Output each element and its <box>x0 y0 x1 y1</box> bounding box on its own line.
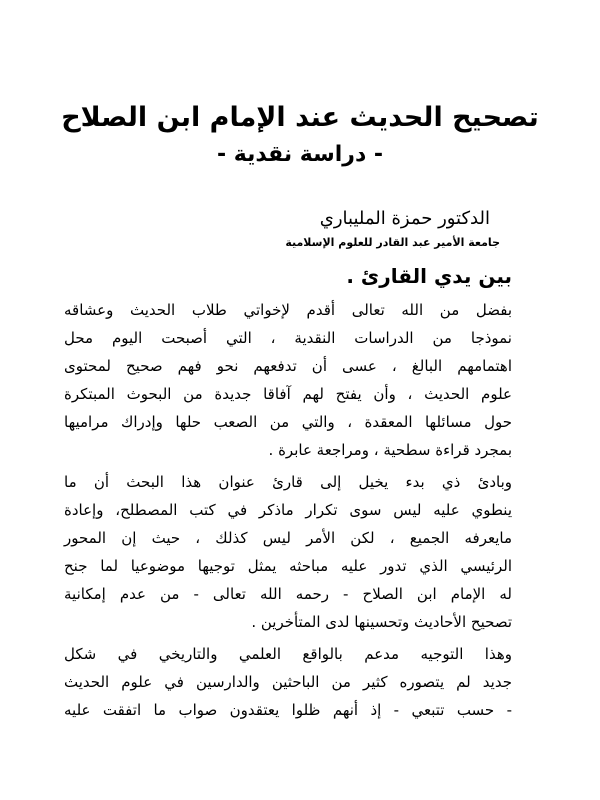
paragraph-line: مايعرفه الجميع ، لكن الأمر ليس كذلك ، حيث إن المحور <box>64 529 512 547</box>
paragraph-2 <box>64 468 512 636</box>
paragraph-3 <box>64 640 512 724</box>
paragraph-line: وهذا التوجيه مدعم بالواقع العلمي والتاريخي في شكل <box>64 645 512 663</box>
author-name: الدكتور حمزة المليباري <box>319 208 490 229</box>
document-title: تصحيح الحديث عند الإمام ابن الصلاح <box>61 102 539 133</box>
paragraph-line: بمجرد قراءة سطحية ، ومراجعة عابرة . <box>268 441 512 459</box>
paragraph-line: له الإمام ابن الصلاح - رحمه الله تعالى - من عدم إمكانية <box>64 585 512 603</box>
paragraph-line: اهتمامهم البالغ ، عسى أن تدفعهم نحو فهم صحيح لمحتوى <box>64 357 512 375</box>
section-heading: بين يدي القارئ . <box>346 264 512 288</box>
document-subtitle: - دراسة نقدية - <box>216 142 384 167</box>
paragraph-line: ينطوي عليه ليس سوى تكرار ماذكر في كتب المصطلح، وإعادة <box>64 501 512 519</box>
paragraph-line: - حسب تتبعي - إذ أنهم ظلوا يعتقدون صواب ما اتفقت عليه <box>64 701 512 719</box>
paragraph-line: جديد لم يتصوره كثير من الباحثين والدارسين في علوم الحديث <box>64 673 512 691</box>
paragraph-line: نموذجا من الدراسات النقدية ، التي أصبحت اليوم محل <box>64 329 512 347</box>
paragraph-line: الرئيسي الذي تدور عليه مباحثه يمثل توجيها موضوعيا لما جنح <box>64 557 512 575</box>
paragraph-1 <box>64 296 512 464</box>
author-affiliation: جامعة الأمير عبد القادر للعلوم الإسلامية <box>285 236 500 249</box>
paragraph-line: بفضل من الله تعالى أقدم لإخواتي طلاب الحديث وعشاقه <box>64 301 512 319</box>
paragraph-line: وبادئ ذي بدء يخيل إلى قارئ عنوان هذا البحث أن ما <box>64 473 512 491</box>
paragraph-line: حول مسائلها المعقدة ، والتي من الصعب حلها وإدراك مراميها <box>64 413 512 431</box>
paragraph-line: علوم الحديث ، وأن يفتح لهم آفاقا جديدة من البحوث المبتكرة <box>64 385 512 403</box>
paragraph-line: تصحيح الأحاديث وتحسينها لدى المتأخرين . <box>251 613 512 631</box>
